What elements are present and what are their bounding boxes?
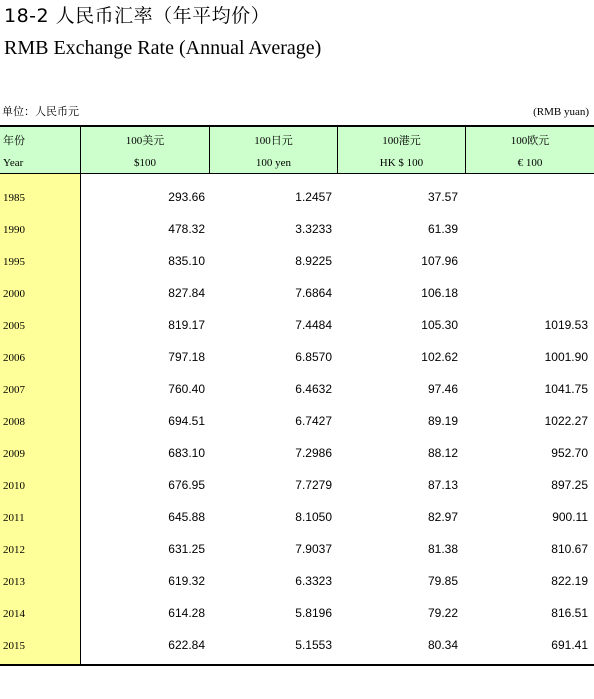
cell-year: 1990 — [3, 224, 25, 236]
header-usd — [81, 127, 210, 174]
cell-jpy: 7.2986 — [295, 446, 332, 460]
cell-year: 2015 — [3, 640, 25, 652]
unit-label-en: (RMB yuan) — [533, 106, 589, 118]
cell-eur: 1041.75 — [544, 382, 588, 396]
cell-eur: 822.19 — [551, 574, 588, 588]
cell-jpy: 7.9037 — [295, 542, 332, 556]
cell-usd: 478.32 — [168, 222, 205, 236]
cell-usd: 631.25 — [168, 542, 205, 556]
cell-eur: 1001.90 — [544, 350, 588, 364]
cell-hkd: 102.62 — [421, 350, 458, 364]
header-hkd — [338, 127, 466, 174]
cell-hkd: 89.19 — [427, 414, 458, 428]
cell-usd: 683.10 — [168, 446, 205, 460]
cell-eur: 900.11 — [552, 510, 588, 524]
table-bottom-rule — [0, 664, 594, 666]
table-row — [0, 309, 594, 341]
cell-hkd: 79.22 — [427, 606, 458, 620]
cell-year: 2012 — [3, 544, 25, 556]
cell-hkd: 37.57 — [427, 190, 458, 204]
cell-usd: 676.95 — [168, 478, 205, 492]
cell-jpy: 6.7427 — [295, 414, 332, 428]
cell-usd: 694.51 — [168, 414, 205, 428]
cell-year: 2010 — [3, 480, 25, 492]
cell-eur: 816.51 — [551, 606, 588, 620]
cell-hkd: 105.30 — [421, 318, 458, 332]
cell-hkd: 87.13 — [427, 478, 458, 492]
cell-usd: 760.40 — [168, 382, 205, 396]
cell-jpy: 7.7279 — [295, 478, 332, 492]
cell-year: 2007 — [3, 384, 25, 396]
cell-year: 2014 — [3, 608, 25, 620]
table-row — [0, 629, 594, 661]
header-eur-en: € 100 — [517, 157, 543, 169]
header-jpy-en: 100 yen — [255, 157, 292, 169]
cell-jpy: 3.3233 — [295, 222, 332, 236]
header-usd-en: $100 — [134, 157, 156, 169]
page-title-cn: 18-2 人民币汇率（年平均价） — [4, 5, 271, 27]
page-title-en: RMB Exchange Rate (Annual Average) — [4, 37, 322, 59]
cell-hkd: 82.97 — [427, 510, 458, 524]
cell-year: 1995 — [3, 256, 25, 268]
cell-jpy: 7.6864 — [295, 286, 332, 300]
cell-jpy: 6.8570 — [295, 350, 332, 364]
table-row — [0, 341, 594, 373]
cell-usd: 619.32 — [168, 574, 205, 588]
cell-usd: 827.84 — [168, 286, 205, 300]
table-row — [0, 565, 594, 597]
cell-usd: 835.10 — [168, 254, 205, 268]
header-year — [0, 127, 81, 174]
cell-usd: 797.18 — [168, 350, 205, 364]
cell-usd: 614.28 — [168, 606, 205, 620]
header-jpy — [210, 127, 338, 174]
header-year-cn: 年份 — [3, 135, 25, 147]
cell-jpy: 8.9225 — [295, 254, 332, 268]
cell-eur: 691.41 — [551, 638, 588, 652]
cell-year: 2011 — [3, 512, 25, 524]
cell-year: 2009 — [3, 448, 25, 460]
table-row — [0, 405, 594, 437]
cell-eur: 1019.53 — [544, 318, 588, 332]
header-year-en: Year — [3, 157, 24, 169]
cell-eur: 952.70 — [551, 446, 588, 460]
table-row — [0, 181, 594, 213]
table-row — [0, 501, 594, 533]
table-header — [0, 127, 594, 174]
cell-jpy: 6.4632 — [295, 382, 332, 396]
cell-year: 1985 — [3, 192, 25, 204]
table-row — [0, 373, 594, 405]
cell-year: 2008 — [3, 416, 25, 428]
cell-eur: 810.67 — [551, 542, 588, 556]
table-row — [0, 277, 594, 309]
cell-hkd: 81.38 — [427, 542, 458, 556]
cell-eur: 1022.27 — [544, 414, 588, 428]
header-eur — [466, 127, 594, 174]
cell-eur: 897.25 — [551, 478, 588, 492]
cell-jpy: 1.2457 — [295, 190, 332, 204]
cell-usd: 293.66 — [168, 190, 205, 204]
cell-jpy: 5.8196 — [295, 606, 332, 620]
cell-usd: 645.88 — [168, 510, 205, 524]
cell-usd: 622.84 — [168, 638, 205, 652]
table-row — [0, 437, 594, 469]
cell-year: 2000 — [3, 288, 25, 300]
table-row — [0, 533, 594, 565]
table-row — [0, 597, 594, 629]
header-jpy-cn: 100日元 — [254, 135, 293, 147]
cell-jpy: 5.1553 — [295, 638, 332, 652]
cell-usd: 819.17 — [168, 318, 205, 332]
cell-year: 2006 — [3, 352, 25, 364]
cell-hkd: 106.18 — [421, 286, 458, 300]
cell-year: 2013 — [3, 576, 25, 588]
cell-hkd: 80.34 — [427, 638, 458, 652]
header-hkd-en: HK $ 100 — [379, 157, 424, 169]
cell-jpy: 8.1050 — [295, 510, 332, 524]
cell-hkd: 88.12 — [427, 446, 458, 460]
cell-jpy: 6.3323 — [295, 574, 332, 588]
table-row — [0, 469, 594, 501]
cell-hkd: 61.39 — [427, 222, 458, 236]
cell-year: 2005 — [3, 320, 25, 332]
cell-hkd: 79.85 — [427, 574, 458, 588]
unit-label-cn: 单位：人民币元 — [2, 105, 79, 118]
table-row — [0, 213, 594, 245]
header-hkd-cn: 100港元 — [382, 135, 421, 147]
header-usd-cn: 100美元 — [125, 135, 165, 147]
cell-jpy: 7.4484 — [295, 318, 332, 332]
table-row — [0, 245, 594, 277]
cell-hkd: 107.96 — [421, 254, 458, 268]
cell-hkd: 97.46 — [427, 382, 458, 396]
header-eur-cn: 100欧元 — [510, 135, 550, 147]
